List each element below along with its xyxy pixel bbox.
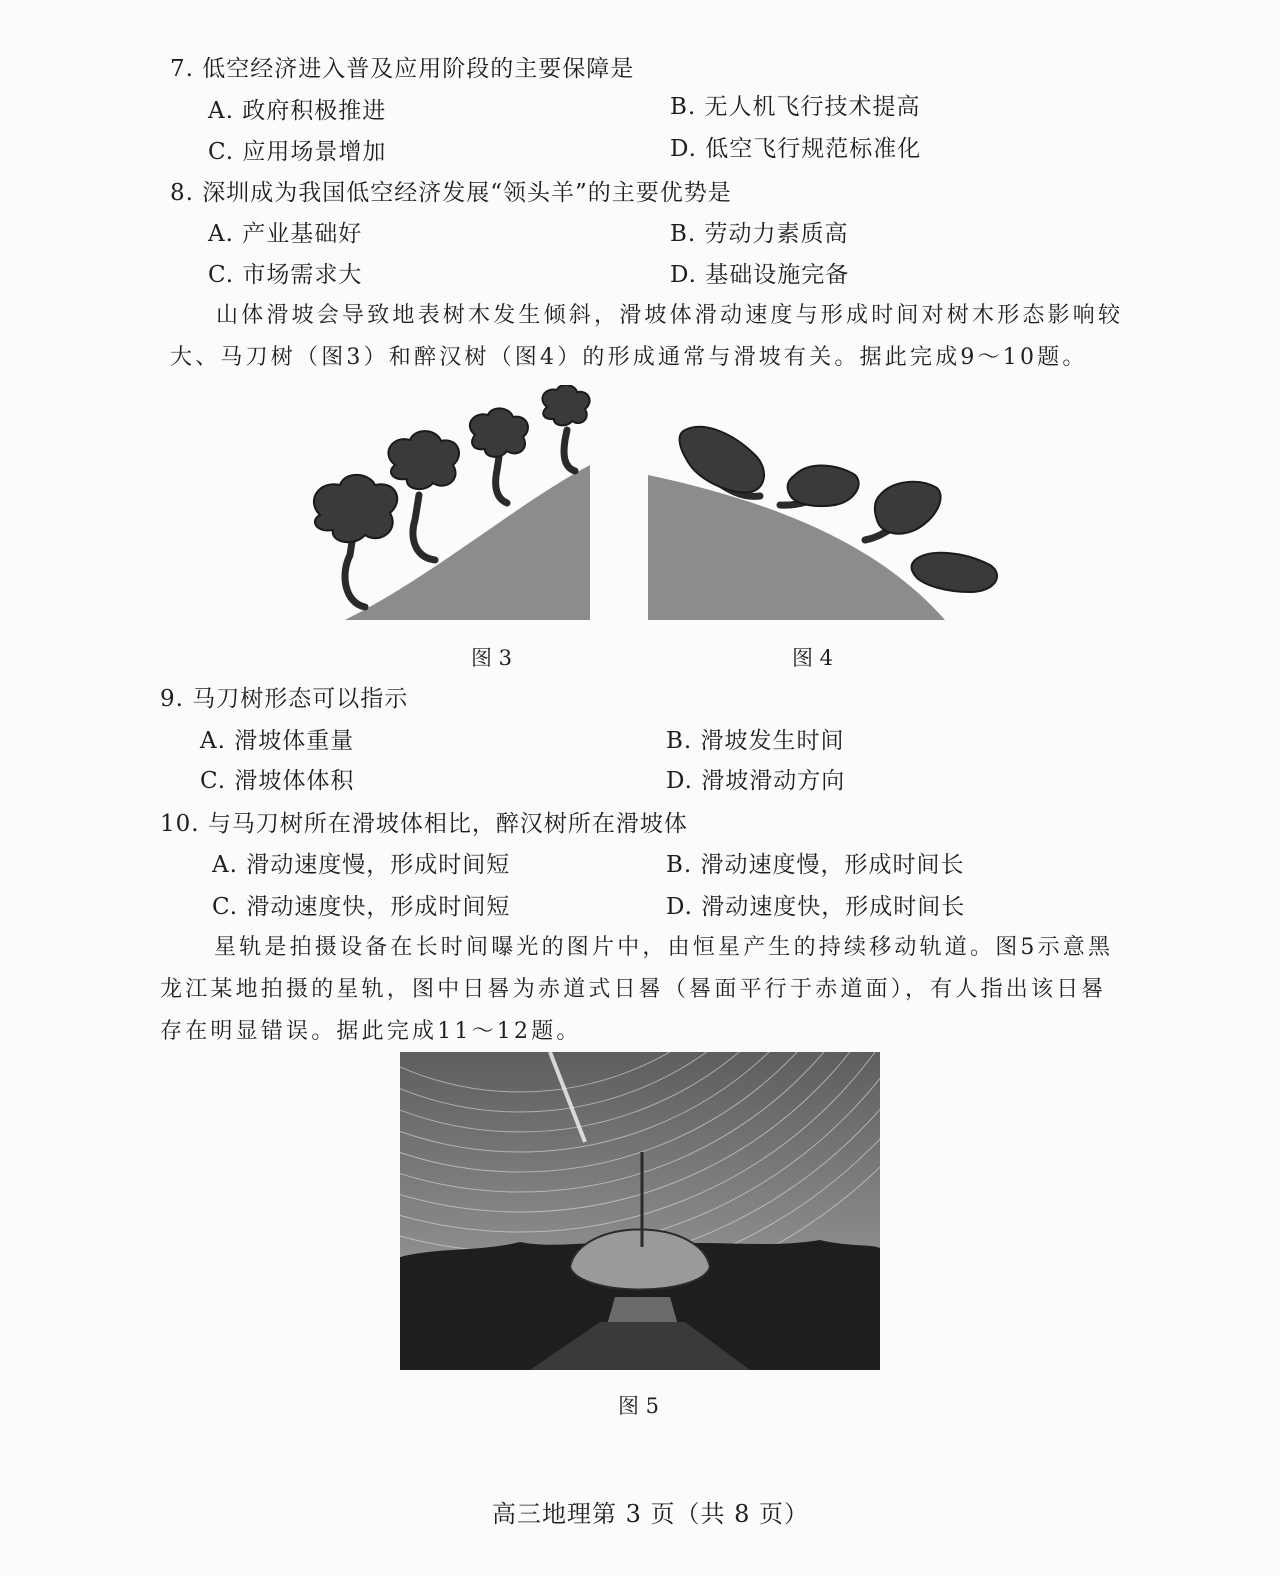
page-footer: 高三地理第 3 页（共 8 页） [492,1500,810,1528]
q9-option-b: B. 滑坡发生时间 [666,728,845,754]
q10-stem: 10. 与马刀树所在滑坡体相比，醉汉树所在滑坡体 [160,811,688,837]
q7-option-d: D. 低空飞行规范标准化 [670,136,922,162]
landslide-passage-line-1: 山体滑坡会导致地表树木发生倾斜，滑坡体滑动速度与形成时间对树木形态影响较 [216,303,1124,328]
figure-4-caption: 图 4 [792,646,834,670]
landslide-passage-line-2: 大、马刀树（图3）和醉汉树（图4）的形成通常与滑坡有关。据此完成9～10题。 [170,345,1088,370]
figure-5-caption: 图 5 [618,1394,660,1418]
q8-stem: 8. 深圳成为我国低空经济发展“领头羊”的主要优势是 [170,180,732,206]
q10-option-c: C. 滑动速度快，形成时间短 [212,894,511,920]
q10-option-a: A. 滑动速度慢，形成时间短 [212,852,511,878]
star-trail-passage-line-1: 星轨是拍摄设备在长时间曝光的图片中，由恒星产生的持续移动轨道。图5示意黑 [214,935,1114,960]
q9-stem: 9. 马刀树形态可以指示 [160,686,409,712]
star-trail-passage-line-3: 存在明显错误。据此完成11～12题。 [160,1019,582,1044]
figure-3-caption: 图 3 [471,646,513,670]
q8-option-a: A. 产业基础好 [208,221,363,247]
figure-5-star-trail-photo [400,1052,880,1370]
q7-option-a: A. 政府积极推进 [208,98,387,124]
q8-option-c: C. 市场需求大 [208,262,363,288]
figure-3-sabre-trees [285,385,595,625]
q7-stem: 7. 低空经济进入普及应用阶段的主要保障是 [170,56,635,82]
q10-option-d: D. 滑动速度快，形成时间长 [666,894,966,920]
q7-option-b: B. 无人机飞行技术提高 [670,94,921,120]
q10-option-b: B. 滑动速度慢，形成时间长 [666,852,965,878]
q9-option-d: D. 滑坡滑动方向 [666,768,846,794]
q8-option-d: D. 基础设施完备 [670,262,850,288]
q9-option-a: A. 滑坡体重量 [200,728,355,754]
star-trail-passage-line-2: 龙江某地拍摄的星轨，图中日晷为赤道式日晷（晷面平行于赤道面），有人指出该日晷 [160,977,1107,1002]
figure-4-drunken-trees [645,420,1005,625]
q8-option-b: B. 劳动力素质高 [670,221,849,247]
q9-option-c: C. 滑坡体体积 [200,768,355,794]
q7-option-c: C. 应用场景增加 [208,139,387,165]
